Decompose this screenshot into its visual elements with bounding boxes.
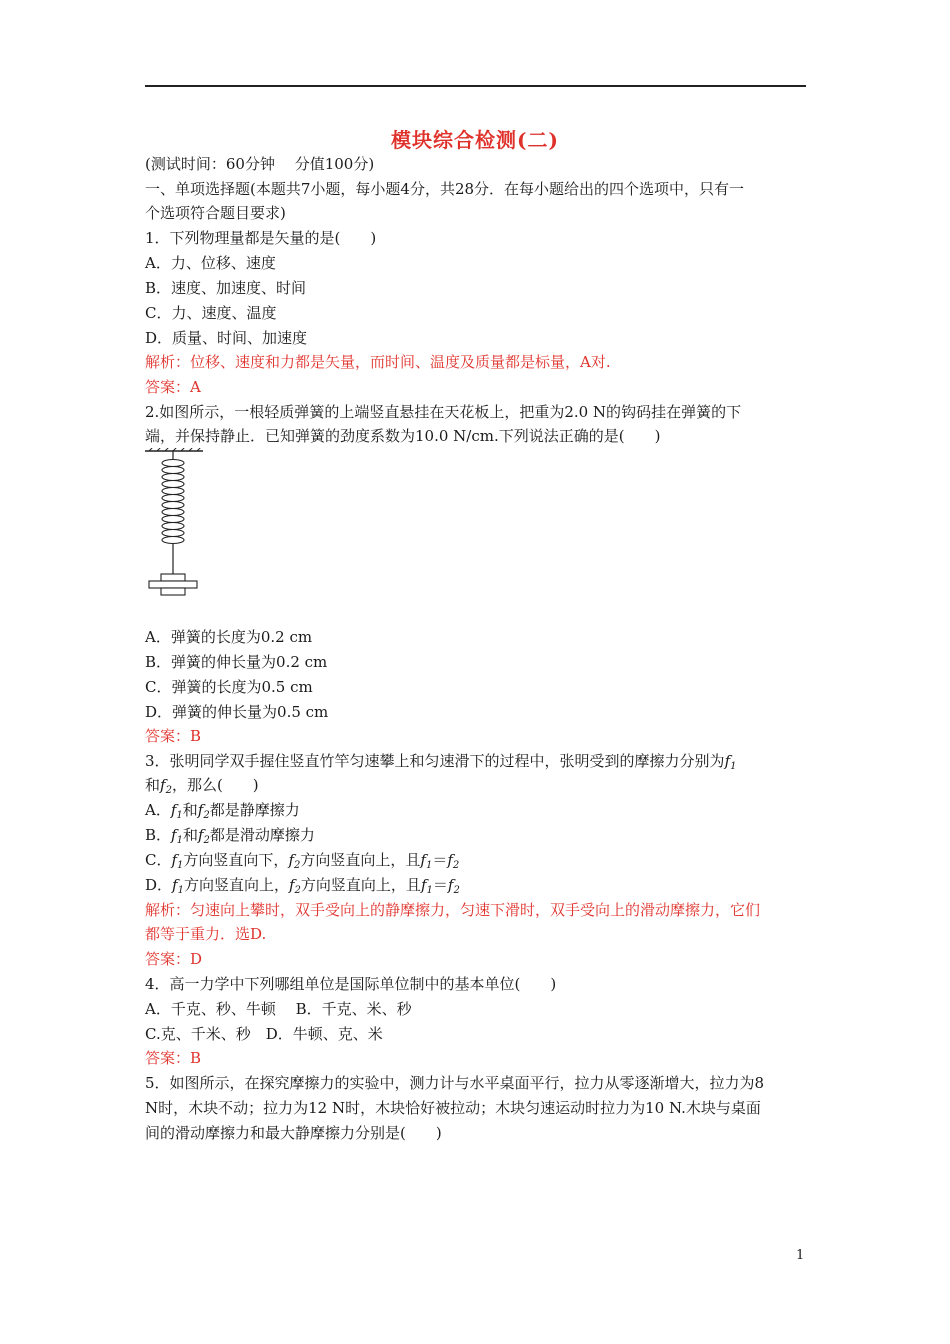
q2-answer [145, 726, 201, 746]
q3-stem-line-1 [145, 751, 737, 777]
q3-var-f: f [171, 851, 178, 869]
section-intro-line-2: 个选项符合题目要求) [145, 204, 286, 222]
q3-option-label: C． [145, 851, 172, 869]
q3-var-f: f [288, 851, 294, 869]
q3-option-label: D． [145, 876, 173, 894]
q1-analysis-label: 解析： [145, 353, 191, 371]
section-intro-line-1: 一、单项选择题(本题共7小题，每小题4分，共28分．在每小题给出的四个选项中，只有一 [145, 180, 745, 198]
q2-option-b: B．弹簧的伸长量为0.2 cm [145, 653, 328, 671]
q1-answer-value: A [190, 378, 201, 396]
q3-var-f: f [420, 876, 427, 894]
q3-option-a [145, 800, 300, 826]
q3-option-text: 都是静摩擦力 [209, 801, 300, 819]
q3-var-f: f [447, 876, 454, 894]
q3-option-b [145, 825, 315, 851]
q3-sub: 1 [176, 810, 183, 821]
q3-sub: 2 [294, 860, 301, 871]
q2-answer-label: 答案： [145, 727, 191, 745]
q3-eq: ＝ [432, 851, 448, 869]
page-number: 1 [796, 1248, 805, 1263]
q3-option-text: 都是滑动摩擦力 [209, 826, 315, 844]
q3-var-f: f [172, 876, 178, 894]
q3-and: 和 [182, 826, 198, 844]
q3-sub: 2 [203, 810, 210, 821]
q3-answer-label: 答案： [145, 950, 191, 968]
q3-sub: 1 [176, 835, 183, 846]
q3-and: 和 [182, 801, 198, 819]
q4-stem: 4．高一力学中下列哪组单位是国际单位制中的基本单位( ) [145, 975, 557, 993]
q3-eq: ＝ [432, 876, 448, 894]
q2-stem-line-1: 2.如图所示，一根轻质弹簧的上端竖直悬挂在天花板上，把重为2.0 N的钩码挂在弹簧的下 [145, 403, 742, 421]
q5-stem-line-3: 间的滑动摩擦力和最大静摩擦力分别是( ) [145, 1124, 442, 1142]
q2-stem-line-2: 端，并保持静止．已知弹簧的劲度系数为10.0 N/cm.下列说法正确的是( ) [145, 427, 661, 445]
q3-option-text: 方向竖直向上， [183, 876, 289, 894]
q3-sub: 2 [452, 860, 460, 871]
q4-answer [145, 1048, 201, 1068]
q3-var-f: f [170, 801, 177, 819]
q4-answer-label: 答案： [145, 1049, 191, 1067]
q1-answer-label: 答案： [145, 378, 191, 396]
q3-analysis-line-2: 都等于重力．选D. [145, 925, 267, 943]
q3-sub: 1 [177, 885, 184, 896]
q1-answer [145, 377, 201, 397]
q2-answer-value: B [190, 727, 202, 745]
q3-stem-text: 3．张明同学双手握住竖直竹竿匀速攀上和匀速滑下的过程中，张明受到的摩擦力分别为 [145, 752, 725, 770]
q2-option-a: A．弹簧的长度为0.2 cm [145, 628, 313, 646]
q3-option-c [145, 850, 459, 876]
q1-analysis [145, 352, 611, 372]
q3-sub: 2 [453, 885, 460, 896]
q2-option-d: D．弹簧的伸长量为0.5 cm [145, 703, 329, 721]
q2-option-c: C．弹簧的长度为0.5 cm [145, 678, 313, 696]
q3-var-f: f [420, 851, 426, 869]
q3-sub: 1 [426, 885, 433, 896]
q3-answer-value: D [190, 950, 203, 968]
q3-sub: 2 [165, 785, 172, 796]
q3-sub: 1 [177, 860, 184, 871]
q3-option-label: A． [145, 801, 171, 819]
q3-option-d [145, 875, 460, 901]
q4-options-row-2: C.克、千米、秒 D．牛顿、克、米 [145, 1025, 383, 1043]
q3-sub: 2 [294, 885, 301, 896]
q3-stem-line-2 [145, 775, 259, 801]
q3-answer [145, 949, 202, 969]
q4-answer-value: B [190, 1049, 202, 1067]
q3-option-text: 方向竖直向下， [183, 851, 289, 869]
q5-stem-line-2: N时，木块不动；拉力为12 N时，木块恰好被拉动；木块匀速运动时拉力为10 N.木块与桌面 [145, 1099, 761, 1117]
spring-figure [145, 448, 215, 608]
page-title: 模块综合检测(二) [391, 128, 559, 152]
q3-var-f: f [197, 801, 204, 819]
header-rule [145, 85, 806, 87]
q3-stem-tail: ，那么( ) [171, 776, 259, 794]
q3-var-f: f [171, 826, 177, 844]
q3-analysis-line-1 [145, 900, 760, 920]
q1-option-b: B．速度、加速度、时间 [145, 279, 307, 297]
q1-option-d: D．质量、时间、加速度 [145, 329, 308, 347]
q3-var-f: f [197, 826, 204, 844]
q3-var-f: f [288, 876, 295, 894]
q3-option-text: 方向竖直向上，且 [300, 876, 421, 894]
q3-option-text: 方向竖直向上，且 [300, 851, 421, 869]
q3-var-f: f [724, 752, 731, 770]
q3-option-label: B． [145, 826, 172, 844]
exam-meta: (测试时间：60分钟 分值100分) [145, 155, 375, 173]
q3-var-f: f [447, 851, 453, 869]
q1-analysis-text: 位移、速度和力都是矢量，而时间、温度及质量都是标量，A对. [190, 353, 611, 371]
q3-analysis-label: 解析： [145, 901, 191, 919]
q4-options-row-1: A．千克、秒、牛顿 B．千克、米、秒 [145, 1000, 412, 1018]
q3-sub: 2 [203, 835, 210, 846]
q3-analysis-text: 匀速向上攀时，双手受向上的静摩擦力，匀速下滑时，双手受向上的滑动摩擦力，它们 [190, 901, 761, 919]
q3-sub: 1 [730, 761, 737, 772]
q3-stem-and: 和 [145, 776, 161, 794]
q1-option-c: C．力、速度、温度 [145, 304, 277, 322]
q1-option-a: A．力、位移、速度 [145, 254, 276, 272]
q1-stem: 1．下列物理量都是矢量的是( ) [145, 229, 377, 247]
q3-sub: 1 [425, 860, 433, 871]
q3-var-f: f [160, 776, 166, 794]
q5-stem-line-1: 5．如图所示，在探究摩擦力的实验中，测力计与水平桌面平行，拉力从零逐渐增大，拉力为8 [145, 1074, 765, 1092]
